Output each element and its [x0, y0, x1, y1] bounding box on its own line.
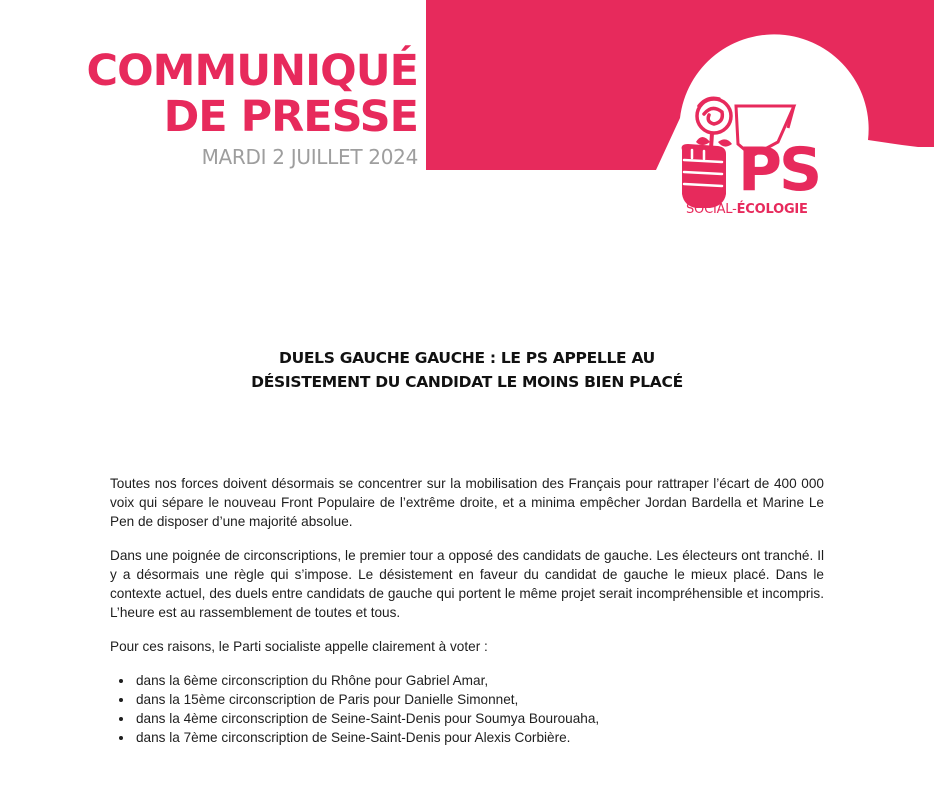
logo-ps-text: PS [738, 135, 820, 205]
headline-line-2: DÉSISTEMENT DU CANDIDAT LE MOINS BIEN PLACÉ [251, 373, 683, 391]
logo-tagline-prefix: SOCIAL- [686, 202, 737, 217]
title-line-1: COMMUNIQUÉ [86, 46, 418, 96]
paragraph: Dans une poignée de circonscriptions, le premier tour a opposé des candidats de gauche. Les électeurs ont tranché. Il y a désormais une règle qui s’impose. Le désistement en faveur du candidat de gauche le mieux placé. Dans le contexte actuel, des duels entre candidats de gauche qui portent le même projet serait incompréhensible et incompris. L’heure est au rassemblement de toutes et tous. [110, 548, 824, 620]
logo-tagline [686, 202, 808, 217]
body-text [110, 474, 824, 747]
headline [110, 346, 824, 394]
headline-line-1: DUELS GAUCHE GAUCHE : LE PS APPELLE AU [279, 349, 655, 367]
list-item: • dans la 6ème circonscription du Rhône pour Gabriel Amar, [134, 671, 824, 690]
title-line-2: DE PRESSE [163, 92, 418, 142]
logo-tagline-bold: ÉCOLOGIE [736, 202, 808, 217]
list-item: • dans la 4ème circonscription de Seine-Saint-Denis pour Soumya Bourouaha, [134, 709, 824, 728]
list-item: • dans la 7ème circonscription de Seine-Saint-Denis pour Alexis Corbière. [134, 728, 824, 747]
release-date: MARDI 2 JUILLET 2024 [201, 145, 418, 169]
page-title [87, 48, 418, 140]
paragraph: Pour ces raisons, le Parti socialiste appelle clairement à voter : [110, 639, 488, 654]
list-item: • dans la 15ème circonscription de Paris pour Danielle Simonnet, [134, 690, 824, 709]
paragraph: Toutes nos forces doivent désormais se concentrer sur la mobilisation des Français pour rattraper l’écart de 400 000 voix qui sépare le nouveau Front Populaire de l’extrême droite, et a minima empêcher Jordan Bardella et Marine Le Pen de disposer d’une majorité absolue. [110, 476, 824, 529]
candidate-list [110, 671, 824, 747]
